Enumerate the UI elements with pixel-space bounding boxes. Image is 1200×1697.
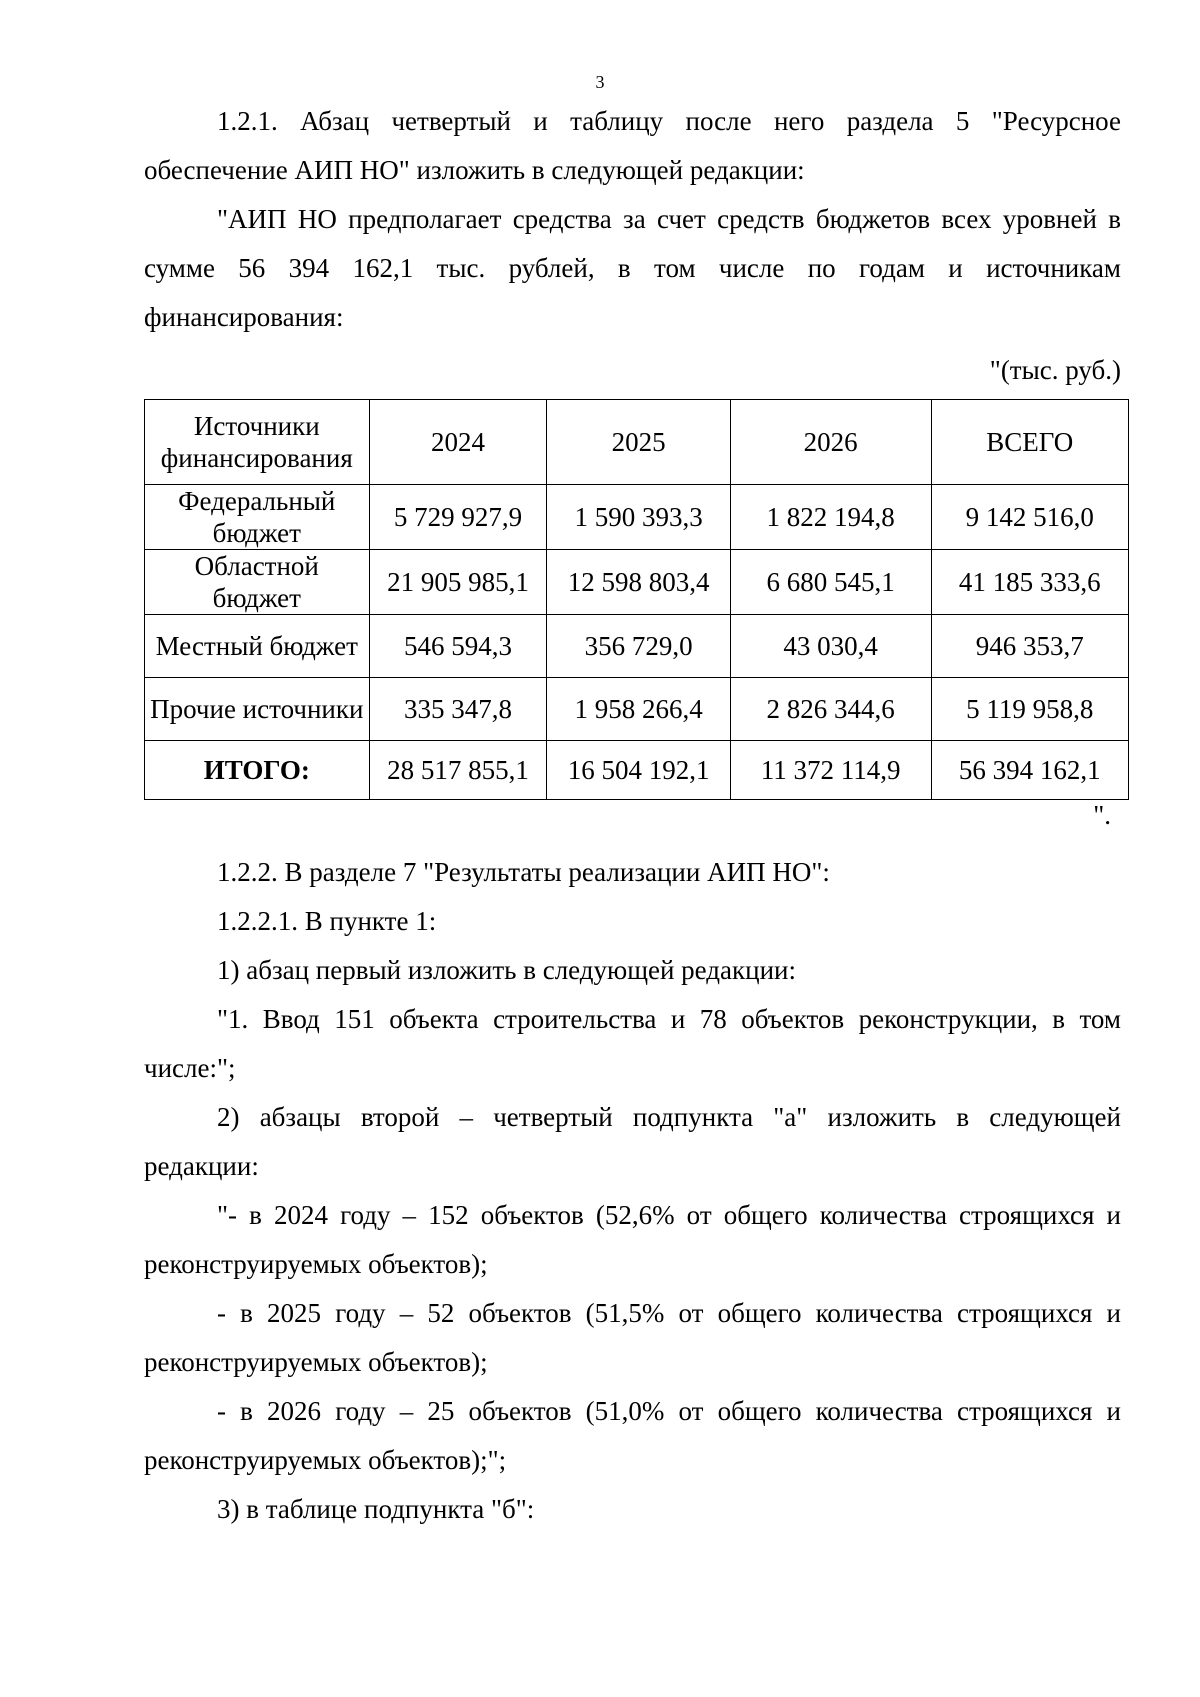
cell-value: 946 353,7 [931,615,1128,678]
units-label: "(тыс. руб.) [989,355,1121,385]
amendments-section [144,848,1121,1534]
paragraph-2025-objects: - в 2025 году – 52 объектов (51,5% от общего количества строящихся и реконструируемых объектов); [144,1298,1121,1377]
cell-value: 335 347,8 [369,678,547,741]
table-row [145,485,1129,550]
cell-value: 546 594,3 [369,615,547,678]
cell-value: 9 142 516,0 [931,485,1128,550]
header-sources: Источники финансирования [145,400,370,485]
header-total: ВСЕГО [931,400,1128,485]
total-value: 56 394 162,1 [931,741,1128,800]
header-2026: 2026 [730,400,931,485]
cell-value: 356 729,0 [547,615,730,678]
row-label: Местный бюджет [145,615,370,678]
cell-value: 5 119 958,8 [931,678,1128,741]
header-2024: 2024 [369,400,547,485]
paragraph-1-2-2: 1.2.2. В разделе 7 "Результаты реализации АИП НО": [217,857,830,887]
cell-value: 6 680 545,1 [730,550,931,615]
cell-value: 43 030,4 [730,615,931,678]
paragraph-item-1: 1) абзац первый изложить в следующей редакции: [217,955,796,985]
table-total-row [145,741,1129,800]
row-label: Областной бюджет [145,550,370,615]
row-label: Прочие источники [145,678,370,741]
cell-value: 41 185 333,6 [931,550,1128,615]
page-number: 3 [595,72,605,92]
document-body [144,97,1121,1534]
cell-value: 21 905 985,1 [369,550,547,615]
header-2025: 2025 [547,400,730,485]
cell-value: 12 598 803,4 [547,550,730,615]
paragraph-2026-objects: - в 2026 году – 25 объектов (51,0% от общего количества строящихся и реконструируемых объектов);"; [144,1396,1121,1475]
paragraph-quote-1: "1. Ввод 151 объекта строительства и 78 объектов реконструкции, в том числе:"; [144,1004,1121,1083]
closing-quote-mark: ". [1093,800,1111,830]
paragraph-item-3: 3) в таблице подпункта "б": [217,1494,535,1524]
cell-value: 1 590 393,3 [547,485,730,550]
table-row [145,550,1129,615]
paragraph-aip-funding: "АИП НО предполагает средства за счет средств бюджетов всех уровней в сумме 56 394 162,1 тыс. рублей, в том числе по годам и источникам финансирования: [144,204,1121,332]
table-row [145,615,1129,678]
table-header-row [145,400,1129,485]
row-label: Федеральный бюджет [145,485,370,550]
paragraph-2024-objects: "- в 2024 году – 152 объектов (52,6% от общего количества строящихся и реконструируемых объектов); [144,1200,1121,1279]
paragraph-item-2: 2) абзацы второй – четвертый подпункта "а" изложить в следующей редакции: [144,1102,1121,1181]
cell-value: 1 822 194,8 [730,485,931,550]
paragraph-1-2-2-1: 1.2.2.1. В пункте 1: [217,906,437,936]
total-value: 16 504 192,1 [547,741,730,800]
total-value: 28 517 855,1 [369,741,547,800]
table-row [145,678,1129,741]
cell-value: 1 958 266,4 [547,678,730,741]
funding-table [144,399,1129,800]
total-label: ИТОГО: [145,741,370,800]
cell-value: 2 826 344,6 [730,678,931,741]
cell-value: 5 729 927,9 [369,485,547,550]
paragraph-1-2-1: 1.2.1. Абзац четвертый и таблицу после него раздела 5 "Ресурсное обеспечение АИП НО" изложить в следующей редакции: [144,106,1121,185]
total-value: 11 372 114,9 [730,741,931,800]
